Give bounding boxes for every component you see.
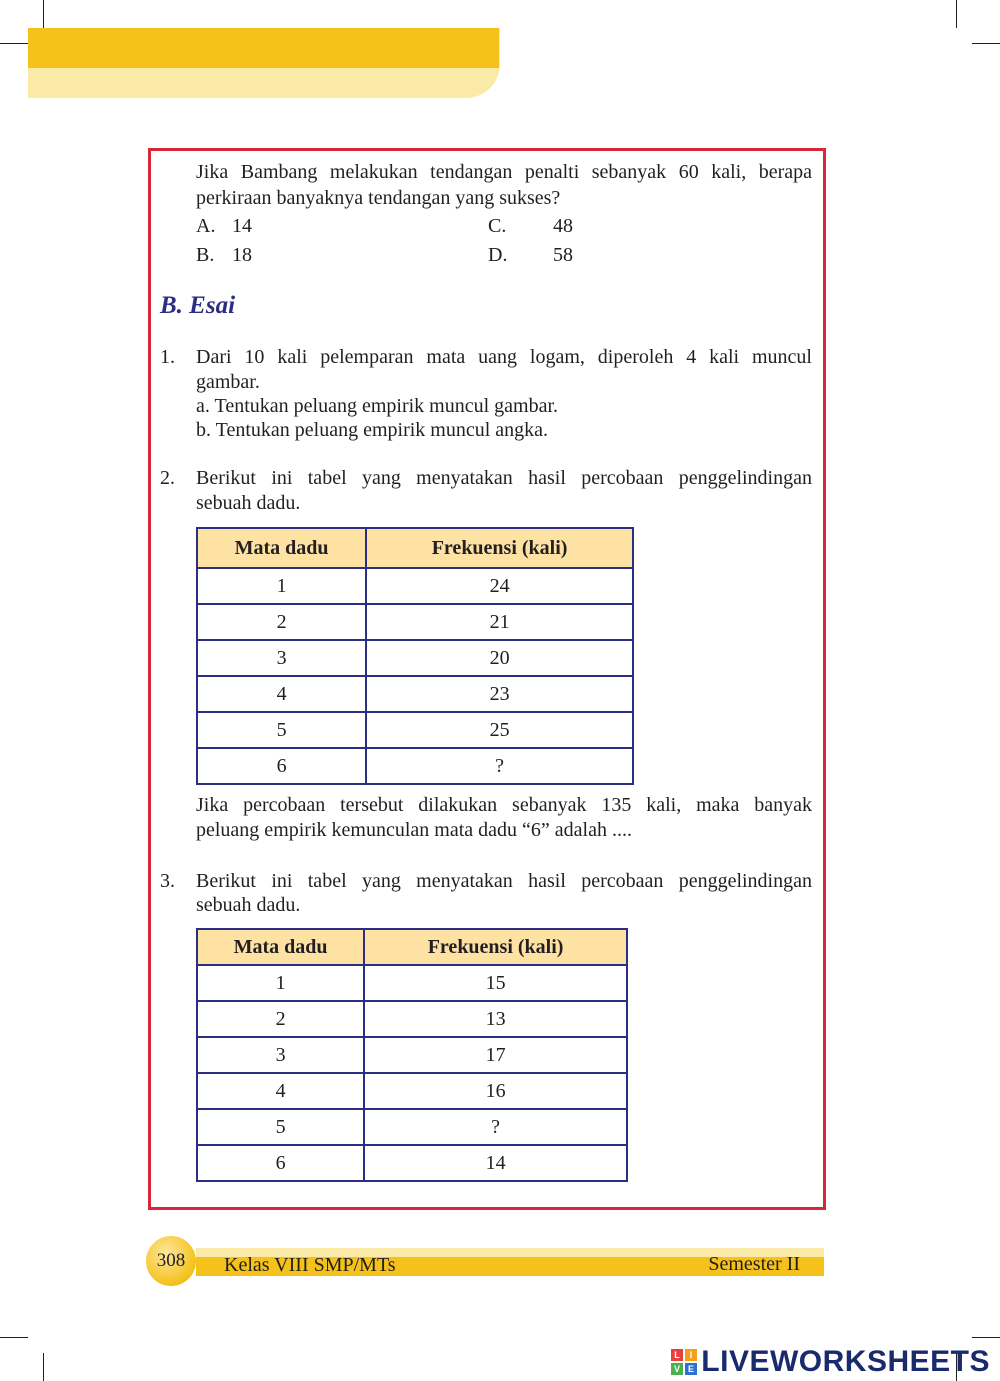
q2-after-line-1: Jika percobaan tersebut dilakukan sebanyak 135 kali, maka banyak: [196, 794, 812, 816]
table-cell: 14: [364, 1145, 627, 1181]
table-header-row: [197, 528, 633, 568]
q3-line-2: sebuah dadu.: [196, 894, 301, 916]
table-row: [197, 748, 633, 784]
table-row: [197, 1109, 627, 1145]
liveworksheets-watermark: [671, 1346, 990, 1378]
table-header-cell: Mata dadu: [197, 929, 364, 965]
crop-mark: [972, 1337, 1000, 1338]
option-value: 48: [553, 215, 573, 237]
table-cell: 17: [364, 1037, 627, 1073]
table-cell: 15: [364, 965, 627, 1001]
table-row: [197, 1001, 627, 1037]
table-header-cell: Mata dadu: [197, 528, 366, 568]
crop-mark: [43, 0, 44, 28]
table-row: [197, 640, 633, 676]
q1-sub-a: a. Tentukan peluang empirik muncul gambar.: [196, 395, 559, 417]
option-letter: B.: [196, 244, 215, 266]
table-row: [197, 568, 633, 604]
liveworksheets-logo-icon: [671, 1349, 697, 1375]
table-header-cell: Frekuensi (kali): [366, 528, 633, 568]
table-row: [197, 676, 633, 712]
crop-mark: [43, 1353, 44, 1381]
table-cell: 25: [366, 712, 633, 748]
q2-line-1: Berikut ini tabel yang menyatakan hasil percobaan penggelindingan: [196, 467, 812, 489]
frequency-table-q3: [196, 928, 628, 1182]
q3-line-1: Berikut ini tabel yang menyatakan hasil percobaan penggelindingan: [196, 870, 812, 892]
logo-tile: L: [671, 1349, 683, 1361]
crop-mark: [0, 43, 28, 44]
option-letter: A.: [196, 215, 216, 237]
frequency-table-q2: [196, 527, 634, 785]
top-banner: [28, 28, 499, 68]
option-value: 14: [232, 215, 252, 237]
table-header-row: [197, 929, 627, 965]
q1-line-1: Dari 10 kali pelemparan mata uang logam, diperoleh 4 kali muncul: [196, 346, 812, 368]
table-row: [197, 1145, 627, 1181]
footer-semester: Semester II: [708, 1253, 800, 1275]
option-value: 18: [232, 244, 252, 266]
prev-question-line-2: perkiraan banyaknya tendangan yang sukses?: [196, 187, 561, 209]
crop-mark: [956, 0, 957, 28]
table-cell: 2: [197, 1001, 364, 1037]
table-cell: 3: [197, 640, 366, 676]
table-cell: 21: [366, 604, 633, 640]
table-row: [197, 604, 633, 640]
q3-number: 3.: [160, 870, 175, 892]
logo-tile: I: [685, 1349, 697, 1361]
table-cell: ?: [364, 1109, 627, 1145]
page-number: 308: [146, 1236, 196, 1286]
table-cell: 5: [197, 1109, 364, 1145]
table-cell: 13: [364, 1001, 627, 1037]
table-cell: 4: [197, 1073, 364, 1109]
crop-mark: [0, 1337, 28, 1338]
q1-line-2: gambar.: [196, 371, 260, 393]
table-row: [197, 712, 633, 748]
table-cell: 4: [197, 676, 366, 712]
table-cell: 3: [197, 1037, 364, 1073]
table-row: [197, 965, 627, 1001]
q2-after-line-2: peluang empirik kemunculan mata dadu “6” adalah ....: [196, 819, 632, 841]
crop-mark: [972, 43, 1000, 44]
option-value: 58: [553, 244, 573, 266]
q1-sub-b: b. Tentukan peluang empirik muncul angka.: [196, 419, 549, 441]
option-letter: D.: [488, 244, 508, 266]
q1-number: 1.: [160, 346, 175, 368]
table-cell: 23: [366, 676, 633, 712]
table-cell: 5: [197, 712, 366, 748]
table-cell: 6: [197, 748, 366, 784]
table-cell: 1: [197, 965, 364, 1001]
logo-tile: V: [671, 1363, 683, 1375]
table-cell: 1: [197, 568, 366, 604]
table-header-cell: Frekuensi (kali): [364, 929, 627, 965]
table-cell: 24: [366, 568, 633, 604]
prev-question-line-1: Jika Bambang melakukan tendangan penalti sebanyak 60 kali, berapa: [196, 161, 812, 183]
q2-line-2: sebuah dadu.: [196, 492, 301, 514]
table-cell: 6: [197, 1145, 364, 1181]
table-row: [197, 1073, 627, 1109]
logo-tile: E: [685, 1363, 697, 1375]
table-row: [197, 1037, 627, 1073]
table-cell: 2: [197, 604, 366, 640]
q2-number: 2.: [160, 467, 175, 489]
table-cell: ?: [366, 748, 633, 784]
liveworksheets-text: LIVEWORKSHEETS: [701, 1345, 990, 1378]
section-heading: B. Esai: [160, 292, 236, 319]
footer-book-title: Kelas VIII SMP/MTs: [224, 1254, 396, 1276]
table-cell: 20: [366, 640, 633, 676]
option-letter: C.: [488, 215, 507, 237]
table-cell: 16: [364, 1073, 627, 1109]
